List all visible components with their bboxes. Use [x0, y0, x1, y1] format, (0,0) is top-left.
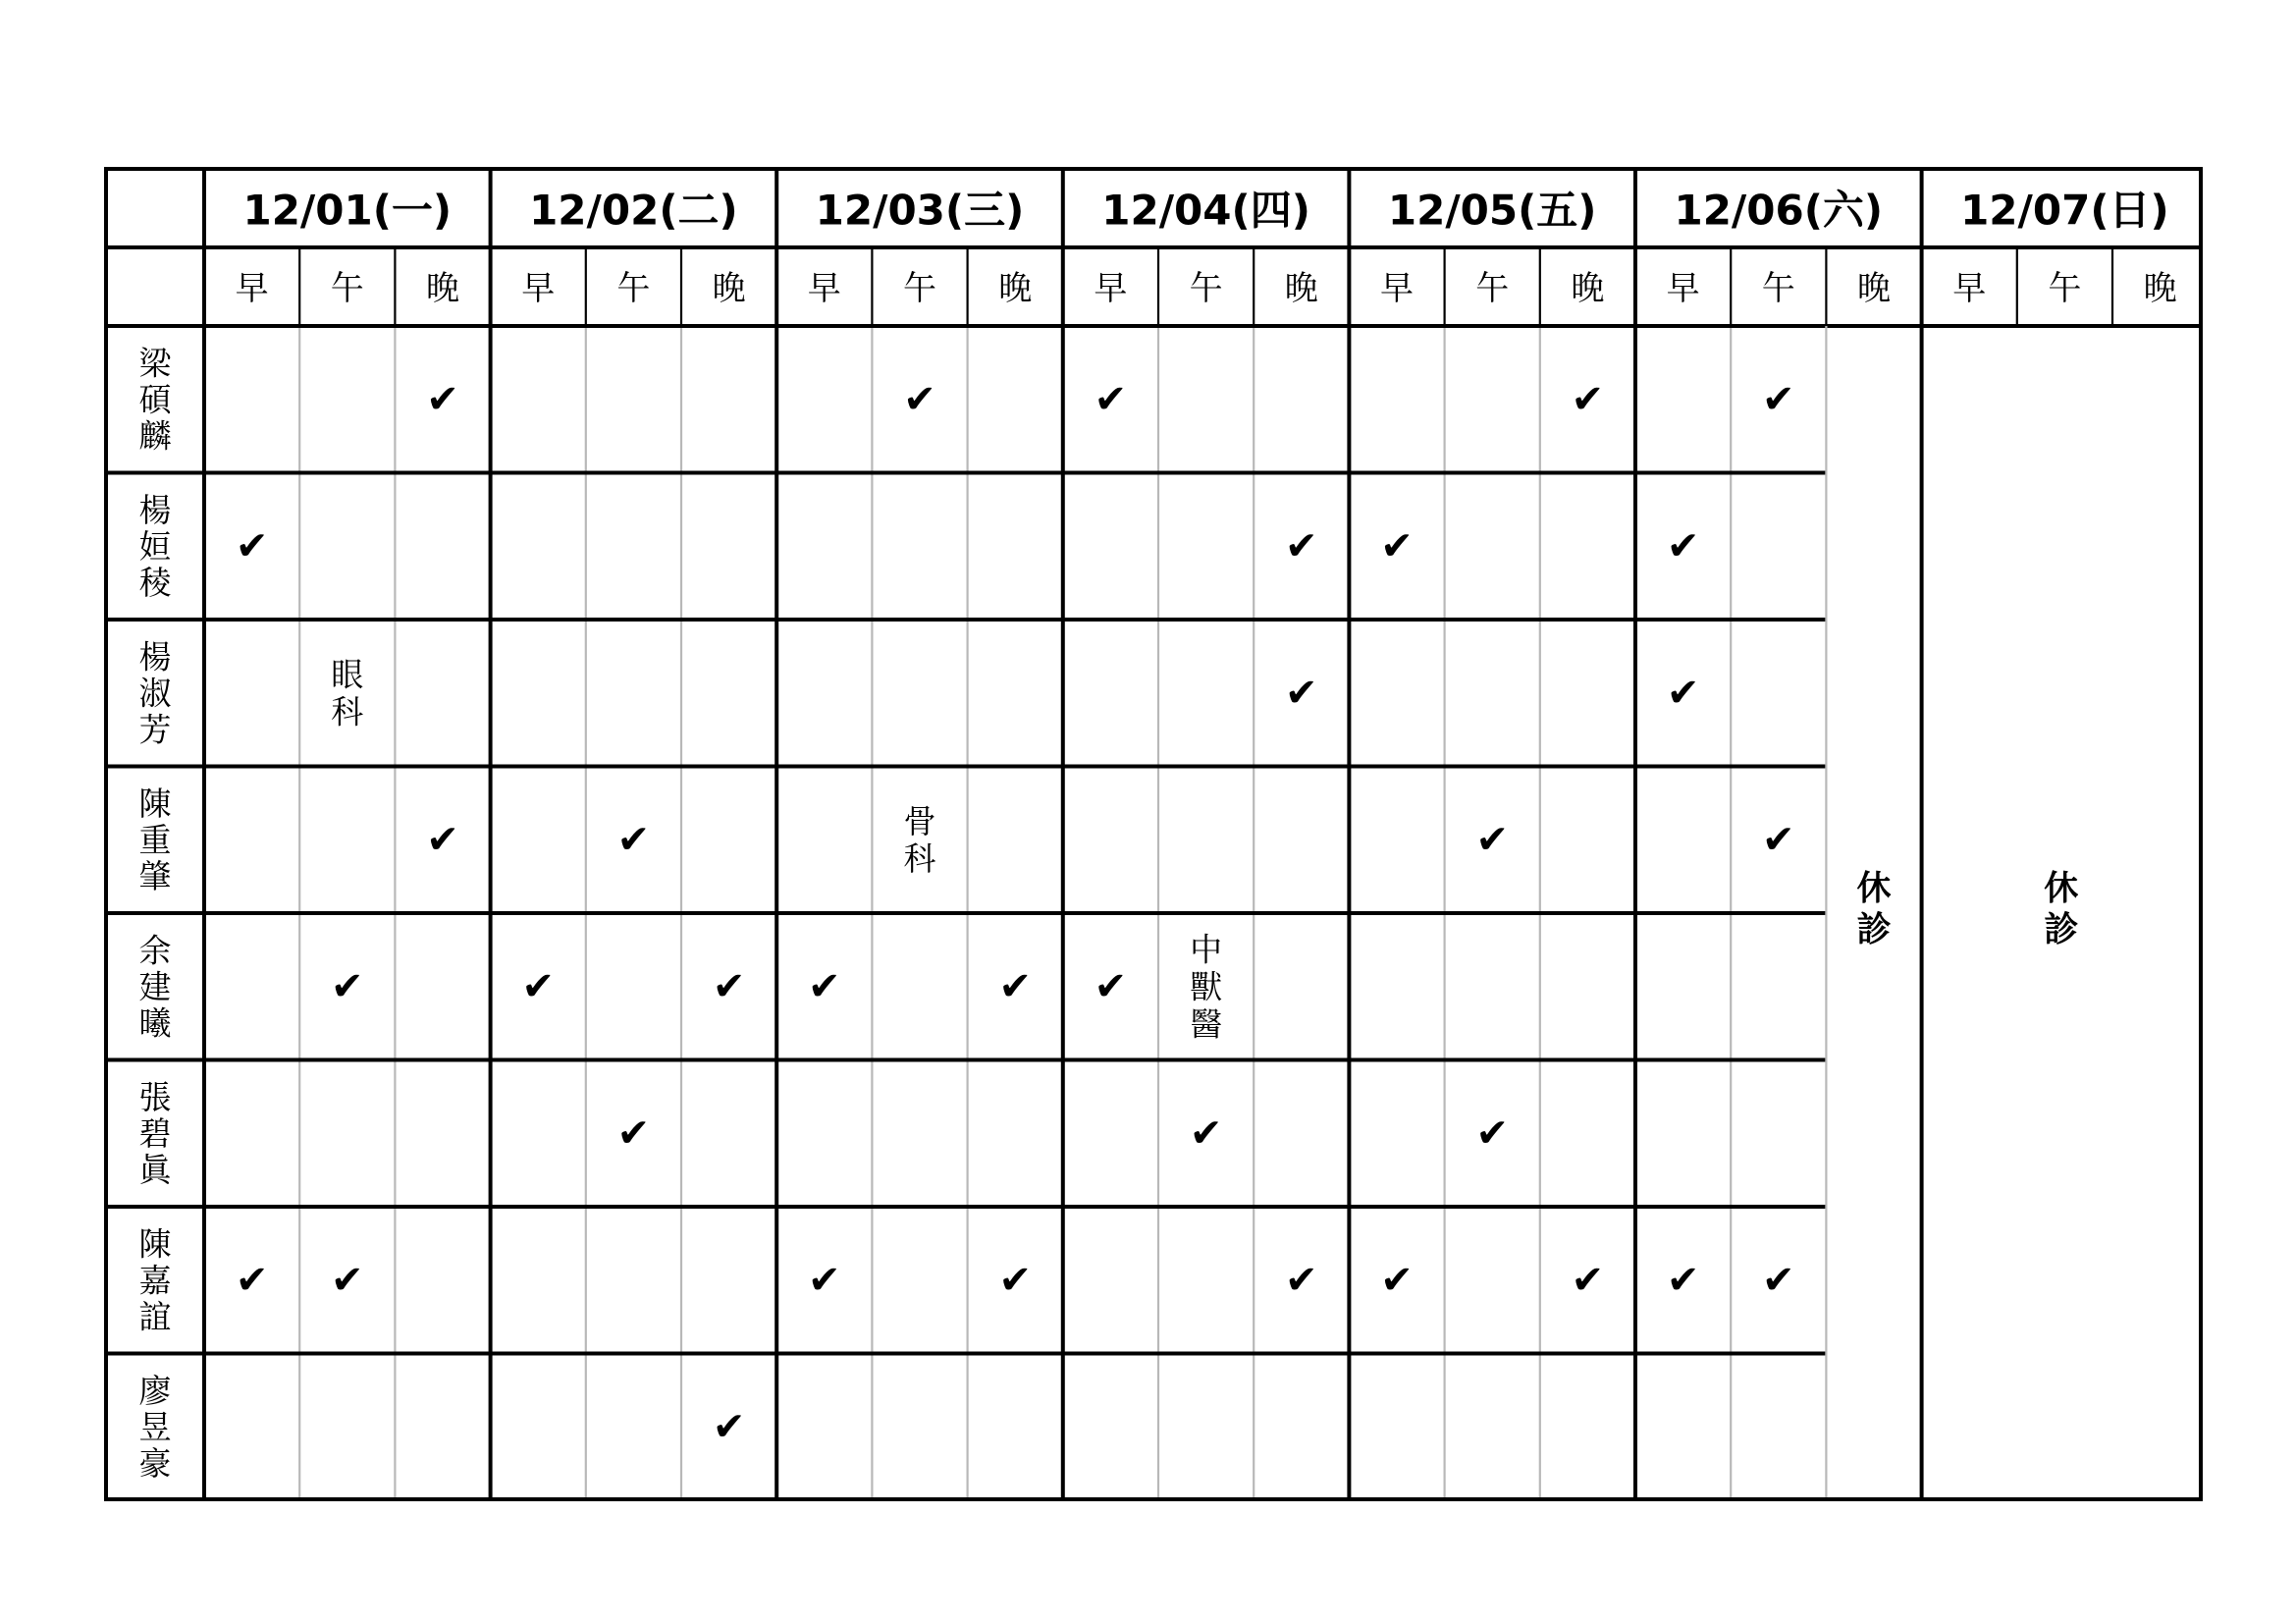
shift-header: 晚: [426, 269, 459, 308]
check-mark: ✔: [1094, 963, 1128, 1009]
check-mark: ✔: [426, 376, 459, 422]
doctor-name: 余建曦: [138, 931, 172, 1043]
doctor-name: 張碧眞: [138, 1077, 172, 1189]
check-mark: ✔: [1762, 817, 1795, 863]
check-mark: ✔: [1666, 670, 1700, 716]
specialty-note: 中獸醫: [1190, 930, 1223, 1044]
specialty-note: 眼科: [331, 655, 364, 731]
shift-header: 早: [235, 269, 269, 308]
shift-header: 晚: [1284, 269, 1318, 308]
shift-header: 晚: [2143, 269, 2177, 308]
doctor-name: 楊淑芳: [138, 637, 172, 749]
check-mark: ✔: [1285, 523, 1318, 569]
shift-header-row: [236, 269, 2177, 308]
shift-header: 晚: [1571, 269, 1605, 308]
shift-header: 早: [1380, 269, 1414, 308]
shift-header: 早: [1952, 269, 1987, 308]
shift-header: 午: [1475, 269, 1510, 308]
closed-label: 休診: [2044, 869, 2079, 950]
date-header: 12/06(六): [1674, 186, 1884, 235]
check-mark: ✔: [1666, 523, 1700, 569]
date-header: 12/02(二): [529, 186, 738, 235]
date-header: 12/04(四): [1101, 186, 1310, 235]
check-mark: ✔: [1762, 1257, 1795, 1303]
check-mark: ✔: [1475, 817, 1509, 863]
check-mark: ✔: [426, 817, 459, 863]
shift-header: 早: [1666, 269, 1700, 308]
date-header: 12/05(五): [1387, 186, 1597, 235]
check-mark: ✔: [1285, 1257, 1318, 1303]
shift-header: 午: [1189, 269, 1223, 308]
shift-header: 晚: [712, 269, 746, 308]
shift-header: 午: [903, 269, 936, 308]
check-mark: ✔: [1571, 1257, 1605, 1303]
check-mark: ✔: [903, 376, 936, 422]
check-mark: ✔: [1189, 1110, 1223, 1157]
doctor-name: 廖昱豪: [138, 1371, 172, 1483]
check-mark: ✔: [331, 963, 364, 1009]
shift-header: 晚: [1857, 269, 1891, 308]
shift-header: 早: [1094, 269, 1128, 308]
doctor-name: 梁碩麟: [138, 344, 172, 456]
shift-header: 午: [1761, 269, 1795, 308]
check-mark: ✔: [712, 963, 746, 1009]
shift-header: 晚: [998, 269, 1033, 308]
check-mark: ✔: [1571, 376, 1605, 422]
check-mark: ✔: [616, 1110, 651, 1157]
check-mark: ✔: [235, 1257, 269, 1303]
closed-label: 休診: [1856, 869, 1892, 950]
check-mark: ✔: [235, 523, 269, 569]
shift-header: 午: [330, 269, 364, 308]
check-mark: ✔: [1285, 670, 1318, 716]
check-mark: ✔: [1380, 1257, 1414, 1303]
date-header: 12/01(一): [242, 186, 453, 235]
shift-header: 午: [2048, 269, 2082, 308]
table-border: [106, 169, 2201, 1499]
check-mark: ✔: [616, 817, 651, 863]
check-mark: ✔: [1094, 376, 1128, 422]
check-mark: ✔: [1380, 523, 1414, 569]
check-mark: ✔: [808, 963, 841, 1009]
check-mark: ✔: [1762, 376, 1795, 422]
table-grid-lines: [106, 169, 2201, 1499]
check-mark: ✔: [998, 963, 1032, 1009]
shift-header: 早: [807, 269, 841, 308]
check-mark: ✔: [1666, 1257, 1700, 1303]
shift-header: 早: [521, 269, 556, 308]
check-mark: ✔: [1475, 1110, 1509, 1157]
shift-header: 午: [616, 269, 651, 308]
date-header: 12/07(日): [1960, 186, 2169, 235]
check-mark: ✔: [712, 1404, 746, 1450]
check-mark: ✔: [808, 1257, 841, 1303]
check-mark: ✔: [331, 1257, 364, 1303]
specialty-note: 骨科: [903, 801, 936, 878]
closed-labels: [1856, 870, 2078, 950]
check-mark: ✔: [521, 963, 555, 1009]
check-mark: ✔: [998, 1257, 1032, 1303]
doctor-name: 楊姮稜: [138, 490, 172, 602]
doctor-name: 陳重肇: [138, 784, 172, 895]
doctor-name: 陳嘉誼: [138, 1224, 172, 1336]
date-header: 12/03(三): [815, 186, 1025, 235]
date-header-row: [242, 187, 2168, 235]
